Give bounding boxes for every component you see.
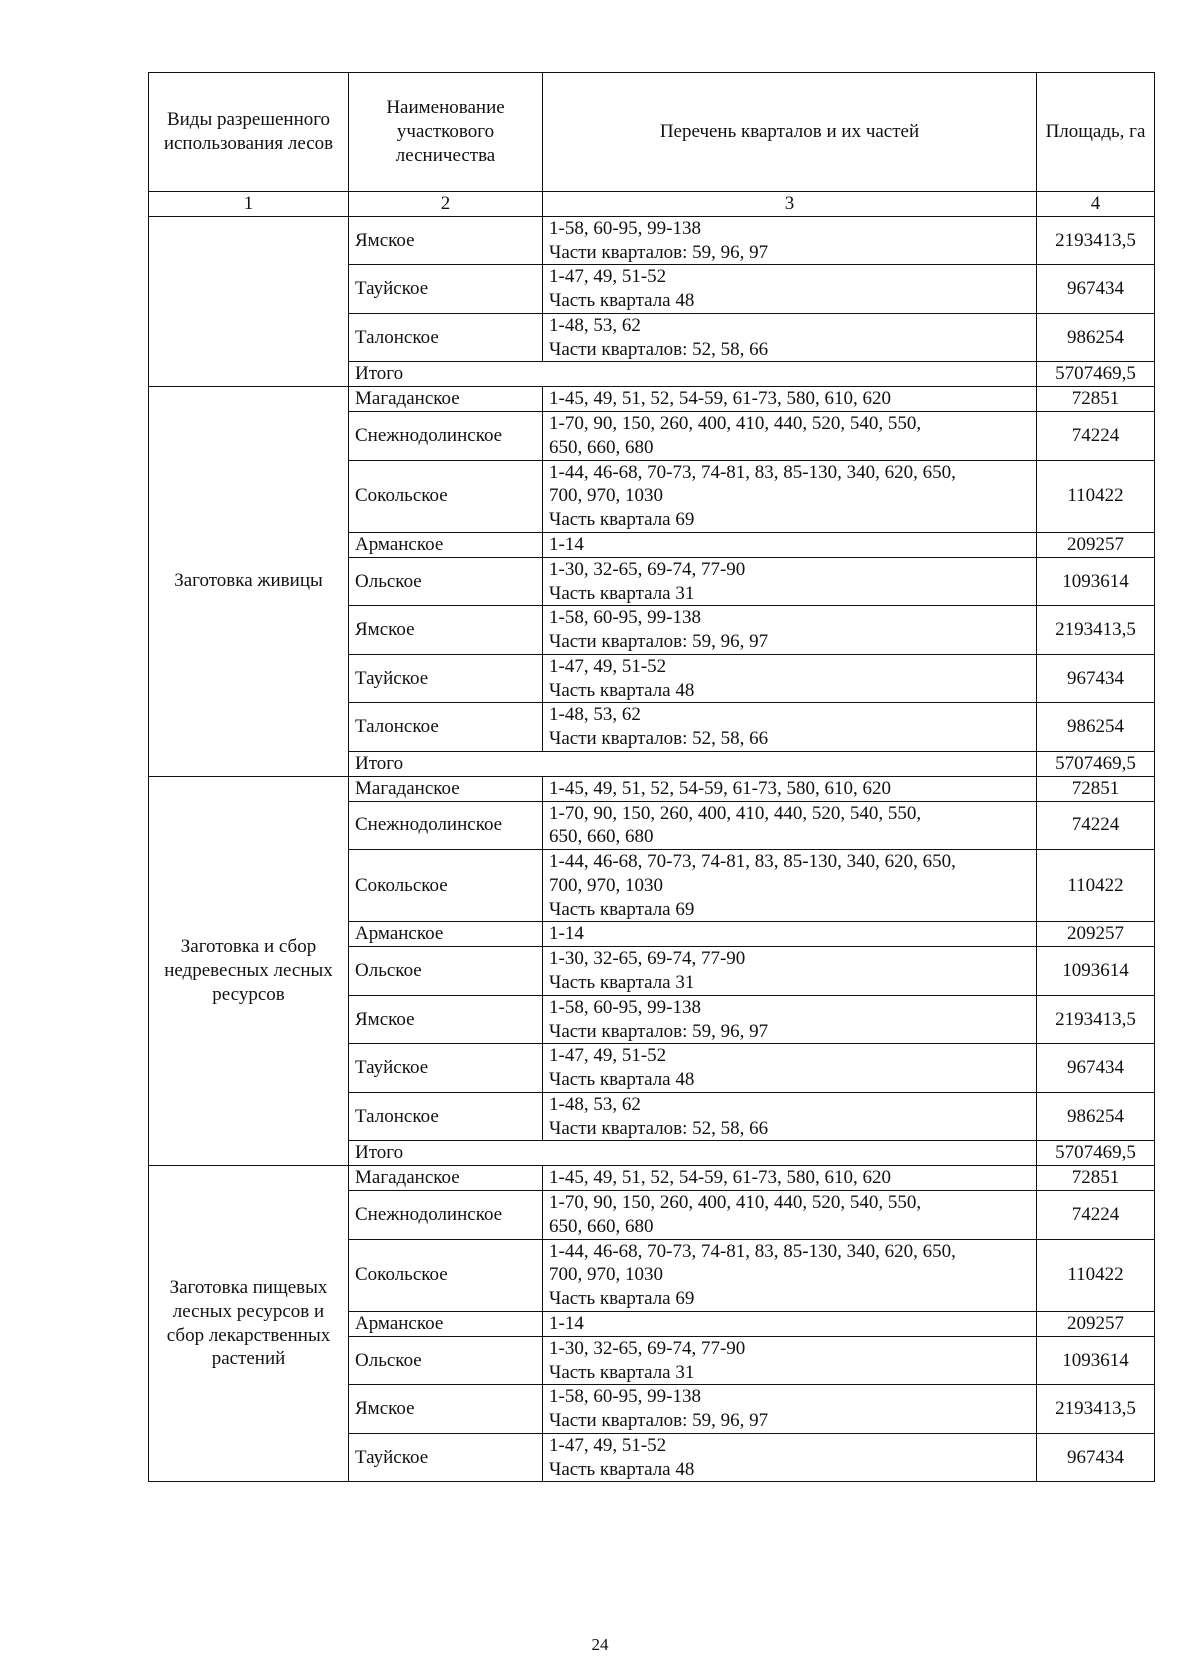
forestry-name-cell: Ямское — [349, 606, 543, 655]
forestry-name-cell: Тауйское — [349, 654, 543, 703]
forestry-name-cell: Талонское — [349, 313, 543, 362]
area-cell: 986254 — [1037, 313, 1155, 362]
quarters-list-cell — [543, 1239, 1037, 1311]
quarters-list-cell — [543, 947, 1037, 996]
quarters-list-cell — [543, 776, 1037, 801]
quarters-line: 1-58, 60-95, 99-138 — [549, 996, 701, 1018]
quarters-line: 1-48, 53, 62 — [549, 314, 641, 336]
quarters-line: Части кварталов: 59, 96, 97 — [549, 1020, 769, 1042]
quarters-line: 700, 970, 1030 — [549, 485, 663, 507]
quarters-line: Часть квартала 69 — [549, 1288, 695, 1309]
quarters-list-cell — [543, 995, 1037, 1044]
column-number: 3 — [543, 192, 1037, 217]
area-cell: 1093614 — [1037, 947, 1155, 996]
forestry-name-cell: Тауйское — [349, 1044, 543, 1093]
forestry-name-cell: Арманское — [349, 532, 543, 557]
quarters-line: 1-47, 49, 51-52 — [549, 655, 667, 677]
quarters-line: 650, 660, 680 — [549, 1215, 654, 1237]
quarters-list-cell — [543, 1433, 1037, 1482]
area-cell: 967434 — [1037, 1044, 1155, 1093]
quarters-line: 1-45, 49, 51, 52, 54-59, 61-73, 580, 610, 620 — [549, 1167, 891, 1189]
forestry-name-cell: Тауйское — [349, 265, 543, 314]
quarters-line: 1-30, 32-65, 69-74, 77-90 — [549, 1337, 746, 1359]
forestry-name-cell: Ямское — [349, 216, 543, 265]
quarters-list-cell — [543, 387, 1037, 412]
header-use-type: Виды разрешенного использования лесов — [149, 73, 349, 192]
quarters-line: 700, 970, 1030 — [549, 874, 663, 896]
total-label: Итого — [349, 1141, 1037, 1166]
area-cell: 1093614 — [1037, 557, 1155, 606]
use-type-cell: Заготовка живицы — [149, 387, 349, 777]
quarters-line: 1-47, 49, 51-52 — [549, 1045, 667, 1067]
quarters-line: Часть квартала 31 — [549, 1361, 695, 1383]
quarters-list-cell — [543, 654, 1037, 703]
forestry-name-cell: Талонское — [349, 703, 543, 752]
quarters-line: 1-47, 49, 51-52 — [549, 1434, 667, 1456]
quarters-line: 1-58, 60-95, 99-138 — [549, 607, 701, 629]
quarters-list-cell — [543, 1336, 1037, 1385]
forestry-name-cell: Магаданское — [349, 776, 543, 801]
quarters-line: Части кварталов: 59, 96, 97 — [549, 631, 769, 652]
area-cell: 72851 — [1037, 776, 1155, 801]
quarters-line: Части кварталов: 52, 58, 66 — [549, 338, 769, 360]
area-cell: 2193413,5 — [1037, 995, 1155, 1044]
table-row — [149, 776, 1155, 801]
forestry-name-cell: Магаданское — [349, 387, 543, 412]
area-cell: 72851 — [1037, 387, 1155, 412]
table-row — [149, 1166, 1155, 1191]
area-cell: 1093614 — [1037, 1336, 1155, 1385]
quarters-list-cell — [543, 606, 1037, 655]
total-area: 5707469,5 — [1037, 751, 1155, 776]
use-type-cell: Заготовка и сбор недревесных лесных ресурсов — [149, 776, 349, 1166]
quarters-line: 1-48, 53, 62 — [549, 1093, 641, 1115]
forestry-name-cell: Ольское — [349, 557, 543, 606]
quarters-line: 1-14 — [549, 923, 584, 945]
quarters-list-cell — [543, 460, 1037, 532]
header-quarters-list: Перечень кварталов и их частей — [543, 73, 1037, 192]
area-cell: 110422 — [1037, 1239, 1155, 1311]
header-area: Площадь, га — [1037, 73, 1155, 192]
quarters-line: 1-44, 46-68, 70-73, 74-81, 83, 85-130, 340, 620, 650, — [549, 1240, 956, 1262]
quarters-list-cell — [543, 412, 1037, 461]
table-body — [149, 216, 1155, 1482]
quarters-line: Часть квартала 48 — [549, 290, 695, 311]
forest-use-table — [148, 72, 1155, 1482]
quarters-list-cell — [543, 922, 1037, 947]
quarters-list-cell — [543, 703, 1037, 752]
quarters-list-cell — [543, 1166, 1037, 1191]
area-cell: 74224 — [1037, 412, 1155, 461]
quarters-line: Части кварталов: 52, 58, 66 — [549, 1117, 769, 1139]
forestry-name-cell: Ямское — [349, 1385, 543, 1434]
quarters-line: 1-14 — [549, 533, 584, 555]
column-number-row — [149, 192, 1155, 217]
total-label: Итого — [349, 362, 1037, 387]
quarters-line: Часть квартала 48 — [549, 1458, 695, 1480]
quarters-line: 1-48, 53, 62 — [549, 704, 641, 726]
column-number: 4 — [1037, 192, 1155, 217]
quarters-line: Часть квартала 31 — [549, 972, 695, 993]
quarters-line: 1-47, 49, 51-52 — [549, 266, 667, 288]
quarters-line: 1-44, 46-68, 70-73, 74-81, 83, 85-130, 340, 620, 650, — [549, 851, 956, 872]
quarters-line: 1-45, 49, 51, 52, 54-59, 61-73, 580, 610, 620 — [549, 388, 891, 410]
quarters-line: 700, 970, 1030 — [549, 1264, 663, 1286]
area-cell: 986254 — [1037, 1092, 1155, 1141]
forestry-name-cell: Снежнодолинское — [349, 801, 543, 850]
page-number: 24 — [591, 1635, 609, 1654]
quarters-line: 1-58, 60-95, 99-138 — [549, 1386, 701, 1408]
forestry-name-cell: Сокольское — [349, 850, 543, 922]
quarters-line: 1-30, 32-65, 69-74, 77-90 — [549, 558, 746, 580]
quarters-list-cell — [543, 1092, 1037, 1141]
quarters-line: Часть квартала 69 — [549, 898, 695, 920]
quarters-line: Части кварталов: 59, 96, 97 — [549, 1410, 769, 1431]
total-label: Итого — [349, 751, 1037, 776]
area-cell: 967434 — [1037, 654, 1155, 703]
column-number: 1 — [149, 192, 349, 217]
area-cell: 74224 — [1037, 1191, 1155, 1240]
forestry-name-cell: Тауйское — [349, 1433, 543, 1482]
quarters-list-cell — [543, 216, 1037, 265]
area-cell: 967434 — [1037, 265, 1155, 314]
column-number: 2 — [349, 192, 543, 217]
quarters-list-cell — [543, 801, 1037, 850]
quarters-line: Часть квартала 48 — [549, 679, 695, 701]
table-header-row — [149, 73, 1155, 192]
quarters-line: Часть квартала 48 — [549, 1069, 695, 1090]
quarters-list-cell — [543, 265, 1037, 314]
forestry-name-cell: Ольское — [349, 1336, 543, 1385]
area-cell: 209257 — [1037, 1311, 1155, 1336]
forestry-name-cell: Магаданское — [349, 1166, 543, 1191]
quarters-line: Части кварталов: 59, 96, 97 — [549, 241, 769, 263]
quarters-line: 1-30, 32-65, 69-74, 77-90 — [549, 948, 746, 970]
quarters-list-cell — [543, 1191, 1037, 1240]
quarters-list-cell — [543, 313, 1037, 362]
forestry-name-cell: Арманское — [349, 922, 543, 947]
forestry-name-cell: Снежнодолинское — [349, 412, 543, 461]
total-area: 5707469,5 — [1037, 362, 1155, 387]
area-cell: 72851 — [1037, 1166, 1155, 1191]
area-cell: 2193413,5 — [1037, 606, 1155, 655]
area-cell: 967434 — [1037, 1433, 1155, 1482]
quarters-line: 1-70, 90, 150, 260, 400, 410, 440, 520, 540, 550, — [549, 413, 922, 434]
area-cell: 74224 — [1037, 801, 1155, 850]
quarters-line: Часть квартала 69 — [549, 509, 695, 530]
forestry-name-cell: Сокольское — [349, 1239, 543, 1311]
quarters-line: 1-44, 46-68, 70-73, 74-81, 83, 85-130, 340, 620, 650, — [549, 461, 956, 483]
table-row — [149, 387, 1155, 412]
quarters-line: 1-45, 49, 51, 52, 54-59, 61-73, 580, 610, 620 — [549, 777, 891, 799]
area-cell: 110422 — [1037, 460, 1155, 532]
forestry-name-cell: Ямское — [349, 995, 543, 1044]
quarters-list-cell — [543, 557, 1037, 606]
header-forestry-name: Наименование участкового лесничества — [349, 73, 543, 192]
total-area: 5707469,5 — [1037, 1141, 1155, 1166]
quarters-line: Часть квартала 31 — [549, 582, 695, 604]
forestry-name-cell: Талонское — [349, 1092, 543, 1141]
quarters-line: 650, 660, 680 — [549, 436, 654, 458]
forestry-name-cell: Арманское — [349, 1311, 543, 1336]
quarters-line: 1-70, 90, 150, 260, 400, 410, 440, 520, 540, 550, — [549, 802, 922, 824]
use-type-cell — [149, 216, 349, 386]
area-cell: 2193413,5 — [1037, 216, 1155, 265]
forestry-name-cell: Снежнодолинское — [349, 1191, 543, 1240]
quarters-line: 650, 660, 680 — [549, 826, 654, 848]
area-cell: 2193413,5 — [1037, 1385, 1155, 1434]
area-cell: 209257 — [1037, 922, 1155, 947]
area-cell: 209257 — [1037, 532, 1155, 557]
forestry-name-cell: Сокольское — [349, 460, 543, 532]
quarters-list-cell — [543, 532, 1037, 557]
quarters-line: 1-14 — [549, 1312, 584, 1334]
quarters-list-cell — [543, 1044, 1037, 1093]
forestry-name-cell: Ольское — [349, 947, 543, 996]
quarters-line: 1-58, 60-95, 99-138 — [549, 217, 701, 239]
use-type-cell: Заготовка пищевых лесных ресурсов и сбор лекарственных растений — [149, 1166, 349, 1482]
quarters-list-cell — [543, 850, 1037, 922]
quarters-line: 1-70, 90, 150, 260, 400, 410, 440, 520, 540, 550, — [549, 1192, 922, 1213]
area-cell: 986254 — [1037, 703, 1155, 752]
area-cell: 110422 — [1037, 850, 1155, 922]
quarters-line: Части кварталов: 52, 58, 66 — [549, 728, 769, 749]
table-row — [149, 216, 1155, 265]
quarters-list-cell — [543, 1385, 1037, 1434]
quarters-list-cell — [543, 1311, 1037, 1336]
